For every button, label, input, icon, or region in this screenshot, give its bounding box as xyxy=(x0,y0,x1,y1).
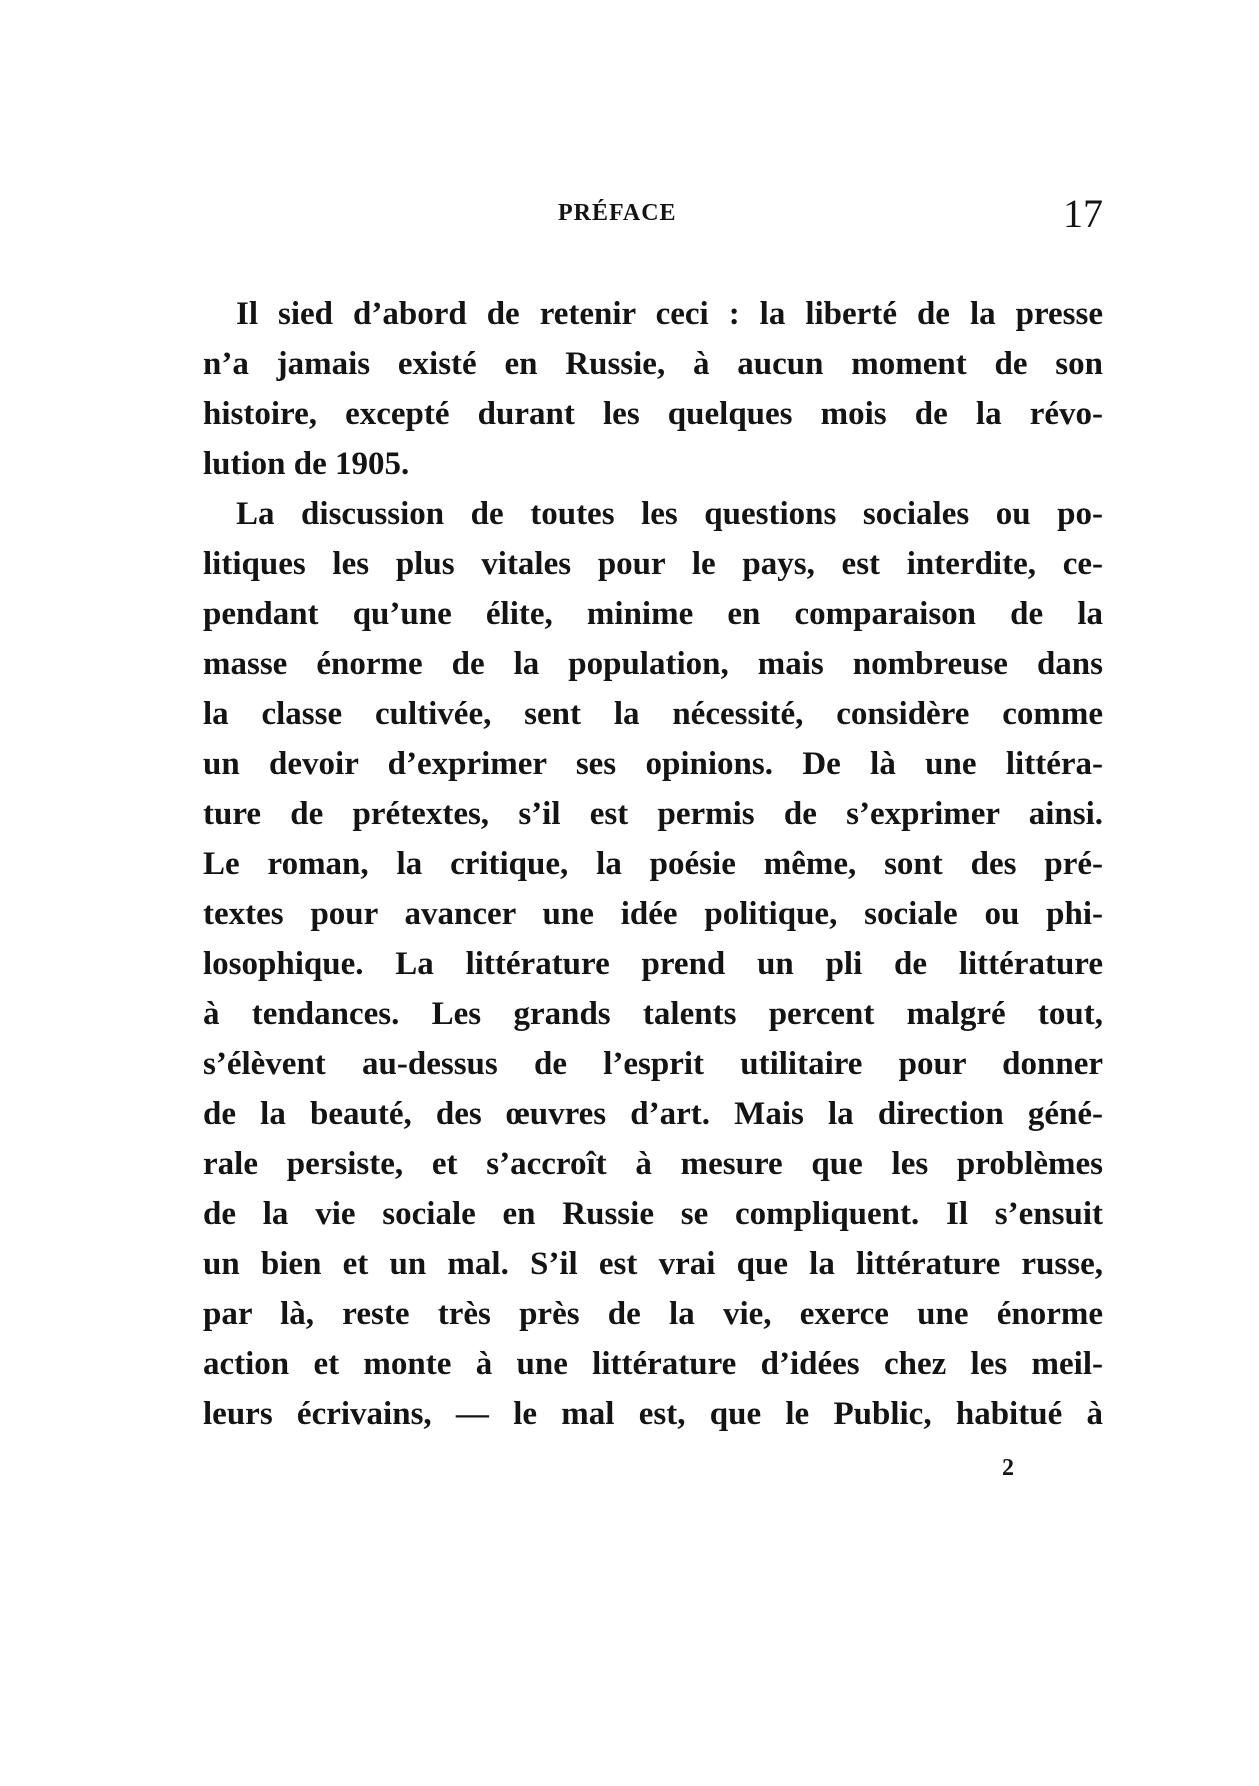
text-line: action et monte à une littérature d’idées chez les meil- xyxy=(203,1346,1103,1382)
text-line: La discussion de toutes les questions sociales ou po- xyxy=(236,496,1103,532)
body-text xyxy=(203,289,1103,1439)
text-line: par là, reste très près de la vie, exerce une énorme xyxy=(203,1296,1103,1332)
text-line: textes pour avancer une idée politique, sociale ou phi- xyxy=(203,896,1103,932)
text-line: litiques les plus vitales pour le pays, est interdite, ce- xyxy=(203,546,1103,582)
text-line: Le roman, la critique, la poésie même, sont des pré- xyxy=(203,846,1103,882)
text-line: masse énorme de la population, mais nombreuse dans xyxy=(203,646,1103,682)
text-line: un bien et un mal. S’il est vrai que la littérature russe, xyxy=(203,1246,1103,1282)
text-line: ture de prétextes, s’il est permis de s’exprimer ainsi. xyxy=(203,796,1103,832)
text-line: leurs écrivains, — le mal est, que le Public, habitué à xyxy=(203,1396,1103,1432)
text-line: de la beauté, des œuvres d’art. Mais la direction géné- xyxy=(203,1096,1103,1132)
text-line: un devoir d’exprimer ses opinions. De là une littéra- xyxy=(203,746,1103,782)
text-line: Il sied d’abord de retenir ceci : la liberté de la presse xyxy=(236,296,1103,332)
page-number: 17 xyxy=(1063,191,1103,236)
running-title: PRÉFACE xyxy=(558,200,677,226)
text-line: histoire, excepté durant les quelques mois de la révo- xyxy=(203,396,1103,432)
text-line: la classe cultivée, sent la nécessité, considère comme xyxy=(203,696,1103,732)
text-line: s’élèvent au-dessus de l’esprit utilitaire pour donner xyxy=(203,1046,1103,1082)
text-line: de la vie sociale en Russie se compliquent. Il s’ensuit xyxy=(203,1196,1103,1232)
text-line: rale persiste, et s’accroît à mesure que les problèmes xyxy=(203,1146,1103,1182)
text-line: à tendances. Les grands talents percent malgré tout, xyxy=(203,996,1103,1032)
text-line: pendant qu’une élite, minime en comparaison de la xyxy=(203,596,1103,632)
text-line: lution de 1905. xyxy=(203,446,410,482)
running-head xyxy=(203,191,1103,236)
text-line: losophique. La littérature prend un pli de littérature xyxy=(203,946,1103,982)
text-line: n’a jamais existé en Russie, à aucun moment de son xyxy=(203,346,1103,382)
signature-mark: 2 xyxy=(1002,1455,1014,1481)
